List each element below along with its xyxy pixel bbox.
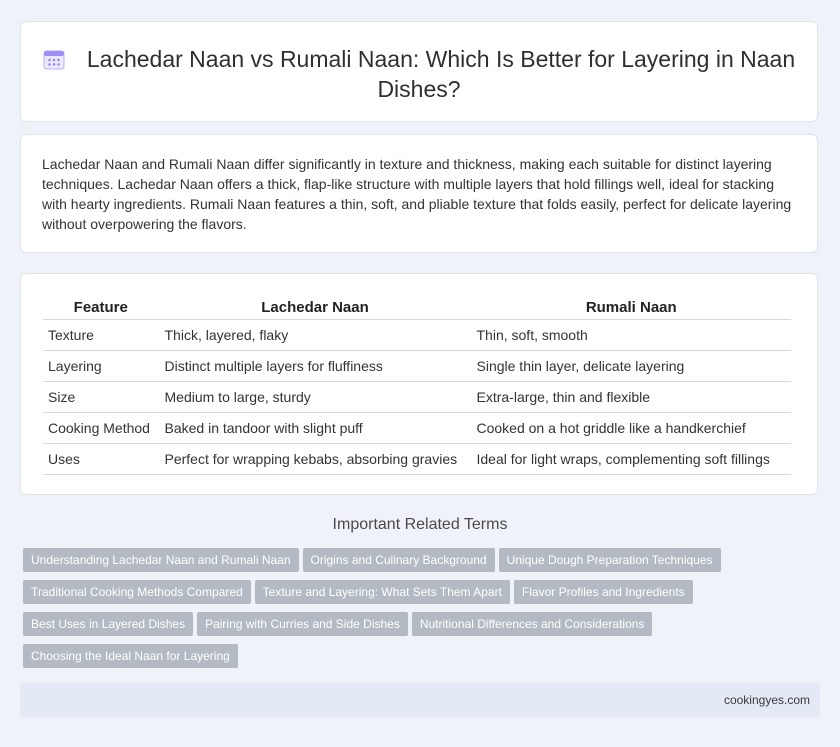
- page-title: [21, 44, 817, 104]
- related-term-tag[interactable]: Flavor Profiles and Ingredients: [514, 580, 693, 604]
- row-lachedar: Medium to large, sturdy: [159, 382, 471, 413]
- row-lachedar: Thick, layered, flaky: [159, 320, 471, 351]
- row-rumali: Single thin layer, delicate layering: [471, 351, 791, 382]
- row-rumali: Cooked on a hot griddle like a handkerchief: [471, 413, 791, 444]
- table-row: [43, 382, 791, 413]
- footer-site-link[interactable]: cookingyes.com: [723, 693, 810, 707]
- related-term-tag[interactable]: Nutritional Differences and Considerations: [412, 612, 653, 636]
- header-lachedar: Lachedar Naan: [159, 295, 471, 320]
- title-card: [20, 21, 818, 122]
- related-term-tag[interactable]: Choosing the Ideal Naan for Layering: [23, 644, 238, 668]
- row-rumali: Ideal for light wraps, complementing soft fillings: [471, 444, 791, 475]
- row-lachedar: Baked in tandoor with slight puff: [159, 413, 471, 444]
- footer-bar: [20, 683, 820, 717]
- header-rumali: Rumali Naan: [471, 295, 791, 320]
- row-feature: Uses: [43, 444, 159, 475]
- related-term-tag[interactable]: Best Uses in Layered Dishes: [23, 612, 193, 636]
- row-lachedar: Distinct multiple layers for fluffiness: [159, 351, 471, 382]
- table-row: [43, 444, 791, 475]
- related-terms-heading: Important Related Terms: [332, 516, 508, 533]
- table-row: [43, 351, 791, 382]
- header-feature: Feature: [43, 295, 159, 320]
- row-feature: Cooking Method: [43, 413, 159, 444]
- table-header-row: [43, 295, 791, 320]
- row-feature: Size: [43, 382, 159, 413]
- row-feature: Texture: [43, 320, 159, 351]
- comparison-card: [20, 273, 818, 495]
- page-title-text: Lachedar Naan vs Rumali Naan: Which Is Better for Layering in Naan Dishes?: [86, 46, 796, 102]
- row-lachedar: Perfect for wrapping kebabs, absorbing gravies: [159, 444, 471, 475]
- related-term-tag[interactable]: Unique Dough Preparation Techniques: [499, 548, 721, 572]
- related-term-tag[interactable]: Texture and Layering: What Sets Them Apart: [255, 580, 510, 604]
- related-terms-list: [23, 548, 743, 676]
- related-term-tag[interactable]: Traditional Cooking Methods Compared: [23, 580, 251, 604]
- intro-paragraph: Lachedar Naan and Rumali Naan differ significantly in texture and thickness, making each suitable for distinct layering techniques. Lachedar Naan offers a thick, flap-like structure with multiple layers that hold fillings well, ideal for stacking with hearty ingredients. Rumali Naan features a thin, soft, and pliable texture that folds easily, perfect for delicate layering without overpowering the flavors.: [42, 156, 792, 232]
- row-rumali: Thin, soft, smooth: [471, 320, 791, 351]
- row-rumali: Extra-large, thin and flexible: [471, 382, 791, 413]
- related-term-tag[interactable]: Understanding Lachedar Naan and Rumali Naan: [23, 548, 299, 572]
- intro-card: [20, 134, 818, 253]
- calendar-icon: [43, 48, 65, 70]
- row-feature: Layering: [43, 351, 159, 382]
- table-row: [43, 320, 791, 351]
- comparison-table: [43, 295, 791, 475]
- related-term-tag[interactable]: Origins and Culinary Background: [303, 548, 495, 572]
- related-term-tag[interactable]: Pairing with Curries and Side Dishes: [197, 612, 408, 636]
- table-row: [43, 413, 791, 444]
